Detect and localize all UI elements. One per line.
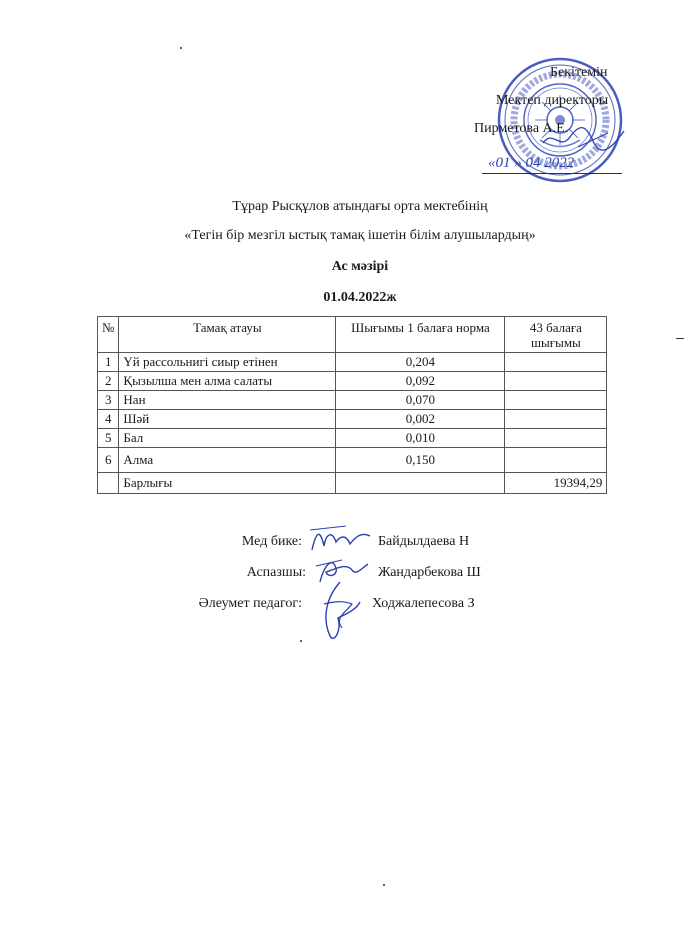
table-total-row	[98, 473, 607, 494]
dish-norm: 0,204	[336, 353, 505, 372]
row-number: 1	[98, 353, 119, 372]
dish-total	[505, 448, 607, 473]
signature-role-social-teacher: Әлеумет педагог:	[198, 596, 302, 611]
dish-norm: 0,092	[336, 372, 505, 391]
col-dish-name: Тамақ атауы	[119, 317, 336, 353]
row-number: 5	[98, 429, 119, 448]
total-norm	[336, 473, 505, 494]
signature-role-cook: Аспазшы:	[246, 565, 306, 580]
program-name: «Тегін бір мезгіл ыстық тамақ ішетін білім алушылардың»	[184, 228, 536, 243]
dish-total	[505, 353, 607, 372]
approval-name: Пирметова А.Е.	[474, 121, 569, 136]
table-row	[98, 372, 607, 391]
approval-block	[430, 55, 650, 185]
dish-norm: 0,070	[336, 391, 505, 410]
signature-name-nurse: Байдылдаева Н	[378, 534, 470, 549]
table-row	[98, 448, 607, 473]
dish-total	[505, 391, 607, 410]
menu-date: 01.04.2022ж	[323, 290, 397, 305]
dish-total	[505, 429, 607, 448]
row-number: 6	[98, 448, 119, 473]
scan-speck	[180, 47, 182, 49]
total-row-number	[98, 473, 119, 494]
signature-name-cook: Жандарбекова Ш	[378, 565, 481, 580]
scan-speck	[383, 884, 385, 886]
total-label: Барлығы	[119, 473, 336, 494]
signature-role-nurse: Мед бике:	[241, 534, 302, 549]
social-teacher-signature-icon	[312, 578, 368, 648]
table-row	[98, 429, 607, 448]
dish-name: Қызылша мен алма салаты	[119, 372, 336, 391]
school-name: Тұрар Рысқұлов атындағы орта мектебінің	[232, 199, 488, 214]
col-norm: Шығымы 1 балаға норма	[336, 317, 505, 353]
scan-mark	[676, 338, 684, 339]
table-row	[98, 353, 607, 372]
dish-name: Бал	[119, 429, 336, 448]
table-row	[98, 391, 607, 410]
dish-norm: 0,002	[336, 410, 505, 429]
approval-title: Бекітемін	[550, 65, 608, 80]
approval-position: Мектеп директоры	[496, 93, 609, 108]
table-row	[98, 410, 607, 429]
dish-norm: 0,150	[336, 448, 505, 473]
total-value: 19394,29	[505, 473, 607, 494]
row-number: 3	[98, 391, 119, 410]
dish-name: Нан	[119, 391, 336, 410]
dish-total	[505, 372, 607, 391]
scan-speck	[300, 640, 302, 642]
signature-name-social-teacher: Ходжалепесова З	[372, 596, 475, 611]
page-title: Ас мәзірі	[331, 259, 389, 274]
approval-date: «01 » 04 2022	[488, 155, 575, 171]
approval-date-underline	[482, 173, 622, 174]
table-header-row	[98, 317, 607, 353]
menu-table	[97, 316, 607, 494]
col-number: №	[98, 317, 119, 353]
dish-total	[505, 410, 607, 429]
row-number: 4	[98, 410, 119, 429]
dish-name: Үй рассольнигі сиыр етінен	[119, 353, 336, 372]
col-total: 43 балаға шығымы	[505, 317, 607, 353]
dish-name: Шәй	[119, 410, 336, 429]
row-number: 2	[98, 372, 119, 391]
dish-norm: 0,010	[336, 429, 505, 448]
dish-name: Алма	[119, 448, 336, 473]
